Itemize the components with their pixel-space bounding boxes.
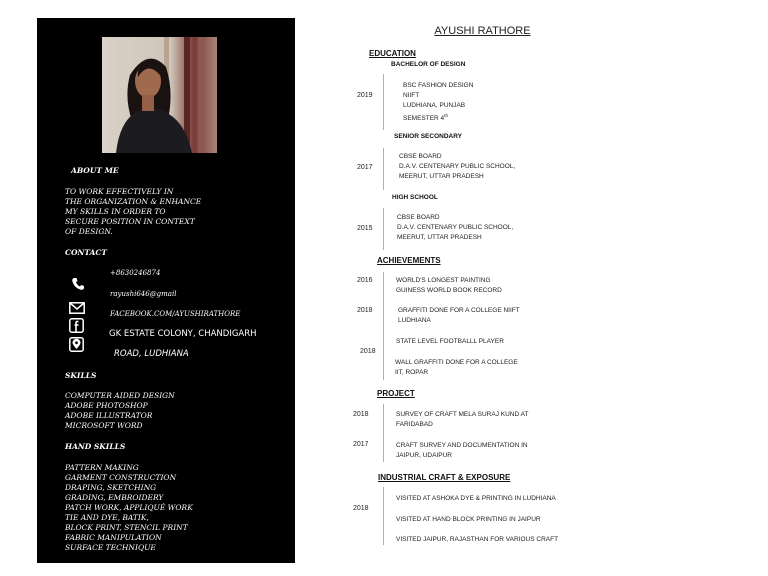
ach-text-1: WORLD'S LONGEST PAINTING GUINESS WORLD BOOK RECORD [396,277,502,295]
skills-heading: SKILLS [65,371,97,380]
ach-year-2: 2018 [357,307,373,314]
project-text-1: SURVEY OF CRAFT MELA SURAJ KUND AT FARIDABAD [396,411,529,429]
project-year-1: 2018 [353,411,369,418]
timeline-line [383,208,384,250]
contact-heading: CONTACT [65,248,107,257]
education-heading: EDUCATION [369,49,416,58]
about-text: TO WORK EFFECTIVELY IN THE ORGANIZATION & ENHANCE MY SKILLS IN ORDER TO SECURE POSITION IN CONTEXT OF DESIGN. [65,187,202,236]
industrial-heading: INDUSTRIAL CRAFT & EXPOSURE [378,473,511,482]
ach-text-2: GRAFFITI DONE FOR A COLLEGE NIIFT LUDHIANA [398,307,520,325]
high-year: 2015 [357,225,373,232]
skills-list: COMPUTER AIDED DESIGN ADOBE PHOTOSHOP ADOBE ILLUSTRATOR MICROSOFT WORD [65,391,175,430]
degree-semester: SEMESTER 4th [403,113,448,123]
senior-text: CBSE BOARD D.A.V. CENTENARY PUBLIC SCHOOL, MEERUT, UTTAR PRADESH [399,153,516,181]
senior-year: 2017 [357,164,373,171]
project-heading: PROJECT [377,389,415,398]
industrial-text-2: VISITED AT HAND BLOCK PRINTING IN JAIPUR [396,516,541,523]
address-line2: ROAD, LUDHIANA [114,349,189,359]
ach-text-3: STATE LEVEL FOOTBALLL PLAYER [396,338,504,345]
project-text-2: CRAFT SURVEY AND DOCUMENTATION IN JAIPUR, UDAIPUR [396,442,528,460]
timeline-line [383,272,384,380]
degree-year: 2019 [357,92,373,99]
degree-heading: BACHELOR OF DESIGN [391,61,466,68]
hand-skills-heading: HAND SKILLS [65,442,126,451]
candidate-name: AYUSHI RATHORE [434,25,531,37]
achievements-heading: ACHIEVEMENTS [377,256,441,265]
about-heading: ABOUT ME [71,166,119,175]
hand-skills-list: PATTERN MAKING GARMENT CONSTRUCTION DRAPING, SKETCHING GRADING, EMBROIDERY PATCH WORK, APPLIQUÉ WORK TIE AND DYE, BATIK, BLOCK PRINT, STENCIL PRINT FABRIC MANIPULATION SURFACE TECHNIQUE [65,463,193,552]
timeline-line [383,404,384,462]
ach-year-3: 2018 [360,348,376,355]
timeline-line [383,148,384,190]
ach-text-4: WALL GRAFFITI DONE FOR A COLLEGE IIT, ROPAR [395,359,518,377]
facebook-text: FACEBOOK.COM/AYUSHIRATHORE [110,310,241,318]
high-heading: HIGH SCHOOL [392,194,438,201]
address-line1: GK ESTATE COLONY, CHANDIGARH [109,329,257,339]
phone-text: +8630246874 [110,269,161,277]
project-year-2: 2017 [353,441,369,448]
industrial-year: 2018 [353,505,369,512]
email-text: rayushi646@gmail [110,290,177,298]
timeline-line [383,74,384,130]
industrial-text-3: VISITED JAIPUR, RAJASTHAN FOR VARIOUS CRAFT [396,536,559,543]
timeline-line [383,487,384,545]
industrial-text-1: VISITED AT ASHOKA DYE & PRINTING IN LUDHIANA [396,495,556,502]
high-text: CBSE BOARD D.A.V. CENTENARY PUBLIC SCHOOL, MEERUT, UTTAR PRADESH [397,214,514,242]
senior-heading: SENIOR SECONDARY [394,133,463,140]
degree-text: BSC FASHION DESIGN NIIFT LUDHIANA, PUNJAB [403,82,474,110]
ach-year-1: 2016 [357,277,373,284]
